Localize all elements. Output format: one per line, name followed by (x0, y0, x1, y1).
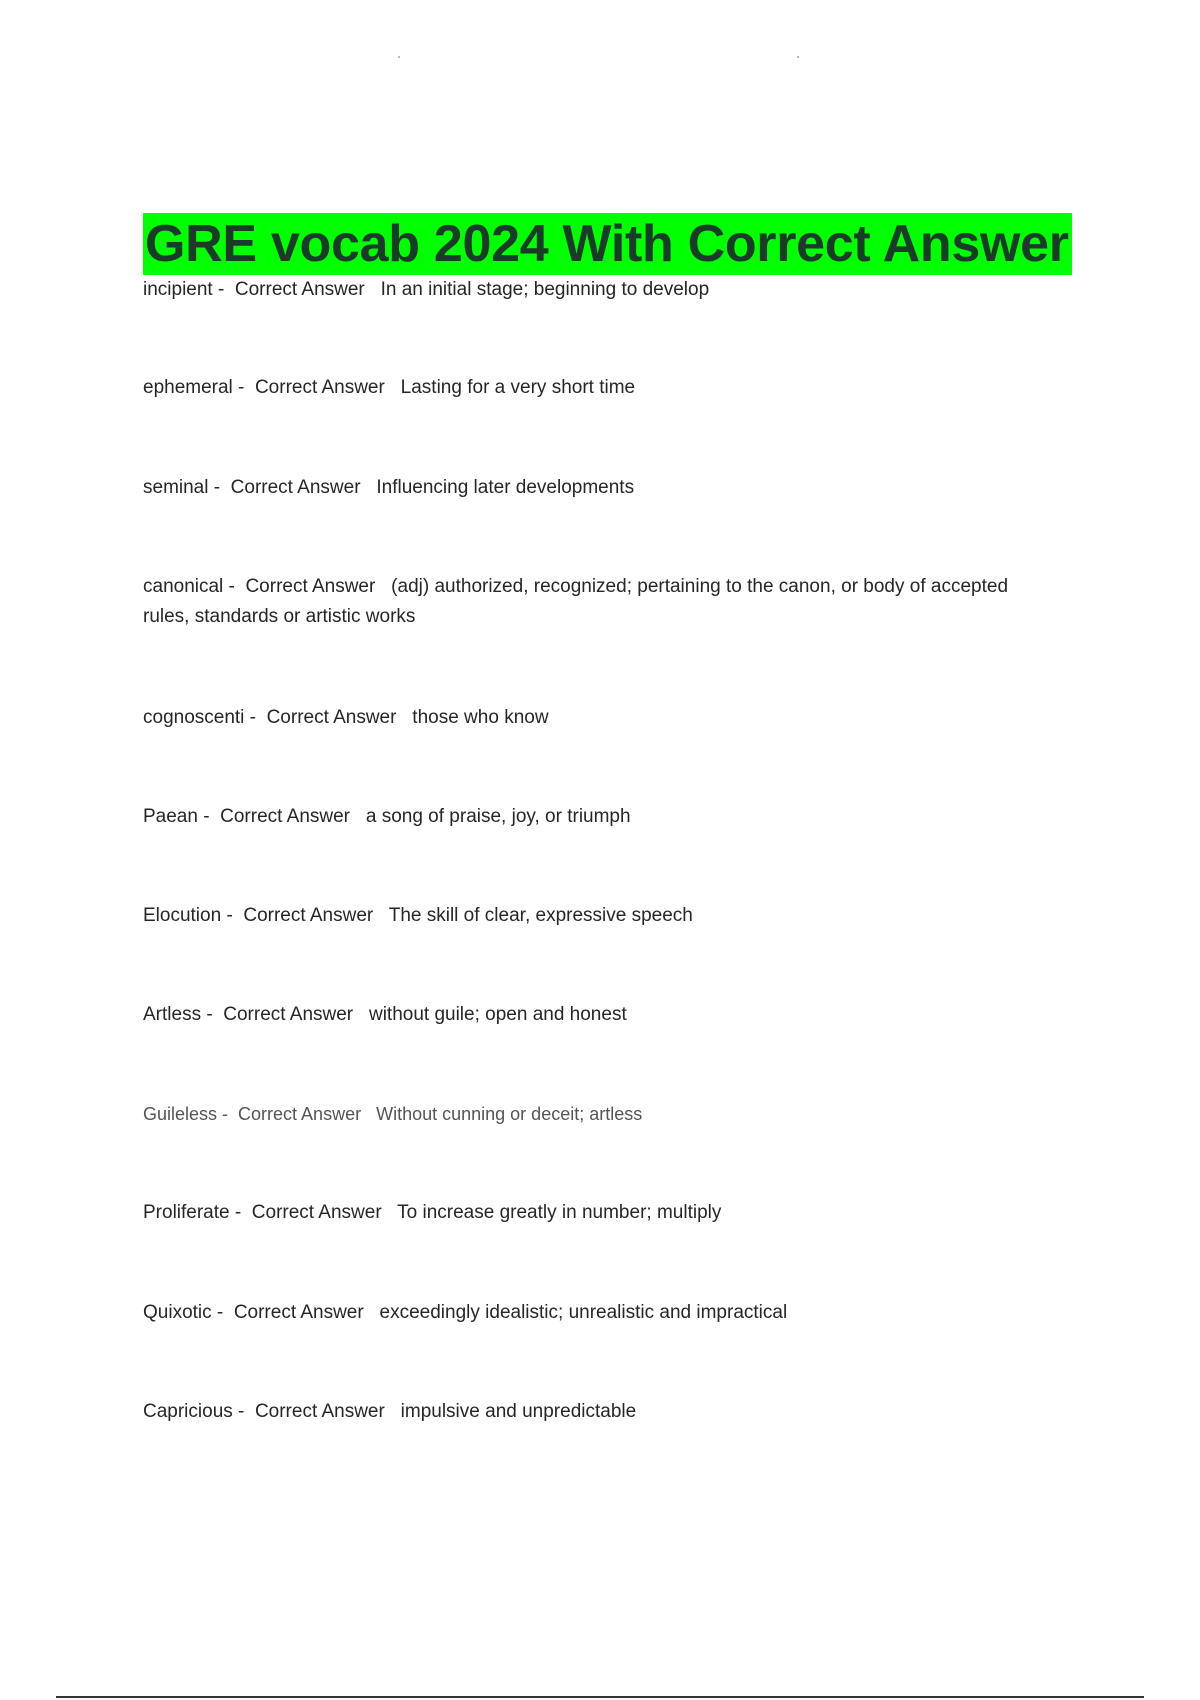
vocab-entry: Artless - Correct Answer without guile; open and honest (143, 1004, 627, 1025)
vocab-definition: In an initial stage; beginning to develop (380, 279, 710, 300)
vocab-term: cognoscenti (143, 707, 245, 728)
vocab-entry: incipient - Correct Answer In an initial stage; beginning to develop (143, 279, 710, 300)
vocab-term: incipient (143, 279, 213, 300)
vocab-definition: impulsive and unpredictable (400, 1401, 637, 1422)
answer-label: Correct Answer (266, 707, 397, 728)
answer-label: Correct Answer (254, 377, 385, 398)
vocab-entry: Proliferate - Correct Answer To increase greatly in number; multiply (143, 1202, 722, 1223)
answer-label: Correct Answer (251, 1202, 382, 1223)
vocab-term: seminal (143, 477, 209, 498)
vocab-term: ephemeral (143, 377, 233, 398)
answer-label: Correct Answer (220, 806, 350, 827)
vocab-definition: Without cunning or deceit; artless (376, 1104, 643, 1124)
vocab-entry: Elocution - Correct Answer The skill of clear, expressive speech (143, 905, 693, 926)
vocab-definition: a song of praise, joy, or triumph (365, 806, 631, 827)
document-title: GRE vocab 2024 With Correct Answer (143, 213, 1072, 275)
vocab-entry: Paean - Correct Answer a song of praise, joy, or triumph (143, 806, 631, 827)
vocab-term: Artless (143, 1004, 202, 1025)
vocab-entry: cognoscenti - Correct Answer those who know (143, 707, 549, 728)
answer-label: Correct Answer (223, 1004, 354, 1025)
speck-mark (398, 56, 400, 58)
vocab-entry: Quixotic - Correct Answer exceedingly idealistic; unrealistic and impractical (143, 1302, 788, 1323)
answer-label: Correct Answer (245, 576, 376, 597)
answer-label: Correct Answer (243, 905, 374, 926)
answer-label: Correct Answer (230, 477, 361, 498)
vocab-term: Quixotic (143, 1302, 212, 1323)
vocab-term: canonical (143, 576, 224, 597)
vocab-term: Capricious (143, 1401, 233, 1422)
vocab-definition: (adj) authorized, recognized; pertaining to the canon, or body of accepted rules, standards or artistic works (143, 576, 1009, 627)
vocab-entry: Capricious - Correct Answer impulsive and unpredictable (143, 1401, 637, 1422)
answer-label: Correct Answer (254, 1401, 385, 1422)
vocab-entry: ephemeral - Correct Answer Lasting for a very short time (143, 377, 636, 398)
bottom-divider (56, 1696, 1144, 1698)
vocab-entry: Guileless - Correct Answer Without cunning or deceit; artless (143, 1104, 643, 1124)
vocab-definition: without guile; open and honest (368, 1004, 627, 1025)
vocab-definition: To increase greatly in number; multiply (397, 1202, 722, 1223)
vocab-definition: exceedingly idealistic; unrealistic and impractical (379, 1302, 788, 1323)
answer-label: Correct Answer (234, 279, 365, 300)
speck-mark (797, 56, 799, 58)
answer-label: Correct Answer (233, 1302, 364, 1323)
vocab-entry: seminal - Correct Answer Influencing later developments (143, 477, 635, 498)
vocab-term: Paean (143, 806, 198, 827)
answer-label: Correct Answer (238, 1104, 362, 1124)
vocab-definition: those who know (412, 707, 549, 728)
vocab-definition: The skill of clear, expressive speech (388, 905, 693, 926)
vocab-term: Proliferate (143, 1202, 230, 1223)
vocab-term: Guileless (143, 1104, 218, 1124)
vocab-entry: canonical - Correct Answer (adj) authorized, recognized; pertaining to the canon, or body of accepted rules, standards or artistic works (143, 576, 1009, 627)
vocab-definition: Influencing later developments (376, 477, 635, 498)
vocab-definition: Lasting for a very short time (400, 377, 636, 398)
vocab-term: Elocution (143, 905, 222, 926)
